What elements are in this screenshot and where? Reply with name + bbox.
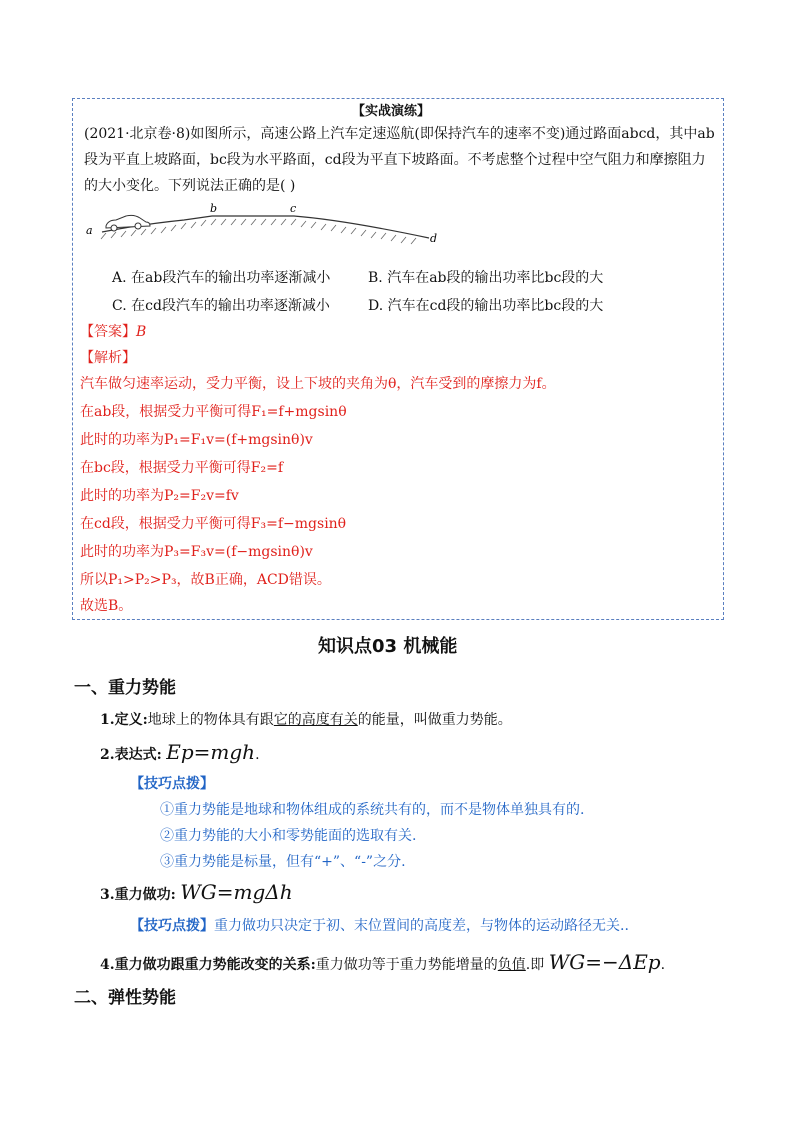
analysis-line: 汽车做匀速率运动，受力平衡，设上下坡的夹角为θ，汽车受到的摩擦力为f。 (80, 376, 556, 392)
definition-underline: 它的高度有关 (273, 712, 358, 728)
tip2-label: 【技巧点拨】 (130, 918, 214, 934)
heading-elastic-energy: 二、弹性势能 (74, 988, 176, 1008)
tip-item: ②重力势能的大小和零势能面的选取有关. (160, 828, 417, 844)
label-c: c (290, 202, 297, 215)
label-a: a (86, 224, 93, 237)
analysis-line: 故选B。 (80, 598, 133, 614)
road-figure (84, 198, 444, 250)
label-b: b (210, 202, 218, 215)
question-line-2: 段为平直上坡路面，bc段为水平路面，cd段为平直下坡路面。不考虑整个过程中空气阻力和摩擦阻力 (84, 152, 706, 168)
analysis-line: 此时的功率为P₁=F₁v=(f+mgsinθ)v (80, 432, 313, 448)
tip-item: ③重力势能是标量，但有“+”、“-”之分. (160, 854, 406, 870)
answer-label: 【答案】 (80, 324, 136, 340)
analysis-line: 此时的功率为P₂=F₂v=fv (80, 488, 239, 504)
label-d: d (430, 232, 438, 245)
tip2-text: 重力做功只决定于初、末位置间的高度差，与物体的运动路径无关.. (214, 918, 629, 934)
tip-item: ①重力势能是地球和物体组成的系统共有的，而不是物体单独具有的. (160, 802, 585, 818)
relation-row (100, 950, 665, 974)
expression-label: 2.表达式: (100, 747, 162, 763)
tip-label: 【技巧点拨】 (130, 776, 214, 792)
relation-label: 4.重力做功跟重力势能改变的关系: (100, 957, 316, 973)
definition-post: 的能量，叫做重力势能。 (357, 712, 512, 728)
analysis-line: 此时的功率为P₃=F₃v=(f−mgsinθ)v (80, 544, 313, 560)
work-label: 3.重力做功: (100, 887, 176, 903)
expression-row (100, 740, 260, 764)
analysis-line: 在bc段，根据受力平衡可得F₂=f (80, 460, 284, 476)
definition-pre: 地球上的物体具有跟 (147, 712, 274, 728)
relation-post: .即 (525, 957, 545, 973)
practice-heading: 【实战演练】 (352, 104, 431, 119)
relation-pre: 重力做功等于重力势能增量的 (315, 957, 498, 973)
analysis-line: 在cd段，根据受力平衡可得F₃=f−mgsinθ (80, 516, 347, 532)
tip2-row (130, 918, 629, 935)
question-line-3: 的大小变化。下列说法正确的是( ) (84, 178, 296, 194)
answer-row (80, 324, 146, 341)
work-row (100, 880, 293, 904)
question-line-1: (2021·北京卷·8)如图所示，高速公路上汽车定速巡航(即保持汽车的速率不变)通过路面abcd，其中ab (84, 126, 715, 142)
car-icon (106, 215, 150, 231)
practice-box (72, 98, 724, 620)
option-c[interactable]: C. 在cd段汽车的输出功率逐渐减小 (112, 298, 330, 314)
expression-dot: . (255, 747, 260, 763)
option-a[interactable]: A. 在ab段汽车的输出功率逐渐减小 (112, 270, 331, 286)
option-b[interactable]: B. 汽车在ab段的输出功率比bc段的大 (368, 270, 604, 286)
section-title: 知识点03 机械能 (318, 636, 458, 657)
definition-label: 1.定义: (100, 712, 148, 728)
analysis-line: 所以P₁>P₂>P₃，故B正确，ACD错误。 (80, 572, 331, 588)
option-d[interactable]: D. 汽车在cd段的输出功率比bc段的大 (368, 298, 604, 314)
definition-row (100, 712, 512, 729)
work-formula: WG=mgΔh (180, 880, 293, 904)
heading-gravity-energy: 一、重力势能 (74, 678, 176, 698)
expression-formula: Ep=mgh (166, 740, 256, 764)
relation-formula: WG=−ΔEp (548, 950, 661, 974)
answer-value: B (136, 324, 147, 340)
relation-underline: 负值 (497, 957, 526, 973)
analysis-line: 在ab段，根据受力平衡可得F₁=f+mgsinθ (80, 404, 347, 420)
relation-dot: . (660, 957, 666, 973)
analysis-label: 【解析】 (80, 350, 136, 366)
